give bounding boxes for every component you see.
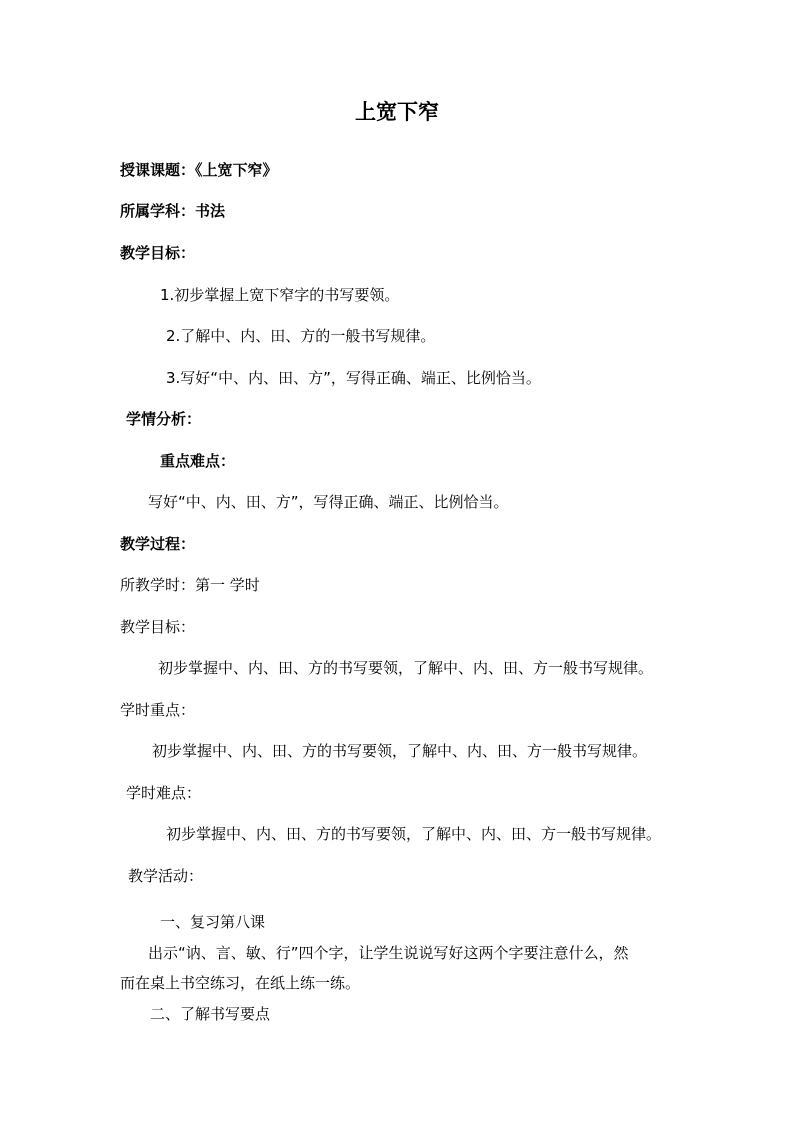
process-heading: 教学过程： xyxy=(120,535,196,553)
period-focus-text: 初步掌握中、内、田、方的书写要领，了解中、内、田、方一般书写规律。 xyxy=(152,742,648,760)
analysis-heading: 学情分析： xyxy=(126,410,202,428)
activities-label: 教学活动： xyxy=(128,867,204,885)
period-line: 所教学时：第一 学时 xyxy=(120,576,260,594)
goal-item-2: 2.了解中、内、田、方的一般书写规律。 xyxy=(166,327,436,345)
step1-text-line2: 而在桌上书空练习，在纸上练一练。 xyxy=(120,974,361,992)
document-title: 上宽下窄 xyxy=(355,100,439,124)
goals-heading: 教学目标： xyxy=(120,244,196,262)
key-points-text: 写好“中、内、田、方”，写得正确、端正、比例恰当。 xyxy=(148,493,509,511)
goal-item-1: 1.初步掌握上宽下窄字的书写要领。 xyxy=(160,286,400,304)
course-title-line xyxy=(120,160,278,180)
key-points-heading: 重点难点： xyxy=(160,452,236,470)
period-goal-text: 初步掌握中、内、田、方的书写要领，了解中、内、田、方一般书写规律。 xyxy=(158,659,654,677)
period-difficulty-text: 初步掌握中、内、田、方的书写要领，了解中、内、田、方一般书写规律。 xyxy=(166,825,662,843)
period-difficulty-label: 学时难点： xyxy=(126,784,202,802)
subject-label: 所属学科： xyxy=(120,202,196,220)
period-goal-label: 教学目标： xyxy=(120,618,196,636)
subject-line xyxy=(120,201,225,221)
goal-item-3: 3.写好“中、内、田、方”，写得正确、端正、比例恰当。 xyxy=(166,369,541,387)
course-title-label: 授课课题： xyxy=(120,161,196,179)
period-focus-label: 学时重点： xyxy=(120,701,196,719)
course-title-value: 《上宽下窄》 xyxy=(195,161,278,179)
step2-heading: 二、了解书写要点 xyxy=(150,1005,271,1023)
step1-text-line1: 出示“讷、言、敏、行”四个字，让学生说说写好这两个字要注意什么，然 xyxy=(148,944,629,962)
step1-heading: 一、复习第八课 xyxy=(160,913,266,931)
subject-value: 书法 xyxy=(195,202,226,220)
